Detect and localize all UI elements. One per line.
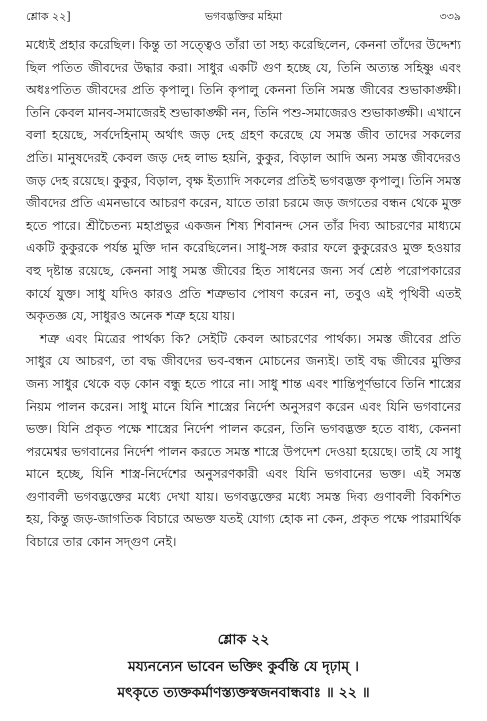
verse-heading: শ্লোক ২২	[217, 632, 270, 648]
running-title: ভগবদ্ভক্তির মহিমা	[204, 10, 283, 23]
verse-line-2: মৎকৃতে ত্যক্তকর্মাণস্ত্যক্তস্বজনবান্ধবাঃ ॥ ২২ ॥	[117, 685, 370, 701]
page-number: ৩৩৯	[439, 10, 461, 23]
paragraph-2: শত্রু এবং মিত্রের পার্থক্য কি? সেইটি কেবল আচরণের পার্থক্য। সমস্ত জীবের প্রতি সাধুর যে আচরণ, তা বদ্ধ জীবদের ভব-বন্ধন মোচনের জন্যই। তাই বদ্ধ জীবের মুক্তির জন্য সাধুর থেকে বড় কোন বন্ধু হতে পারে না। সাধু শান্ত এবং শান্তিপূর্ণভাবে তিনি শাস্ত্রের নিয়ম পালন করেন। সাধু মানে যিনি শাস্ত্রের নির্দেশ অনুসরণ করেন এবং যিনি ভগবানের ভক্ত। যিনি প্রকৃত পক্ষে শাস্ত্রের নির্দেশ পালন করেন, তিনি ভগবদ্ভক্ত হতে বাধ্য, কেননা পরমেশ্বর ভগবানের নির্দেশ পালন করতে সমস্ত শাস্ত্রে উপদেশ দেওয়া হয়েছে। তাই যে সাধু মানে হচ্ছে, যিনি শাস্ত্র-নির্দেশের অনুসরণকারী এবং যিনি ভগবানের ভক্ত। এই সমস্ত গুণাবলী ভগবদ্ভক্তের মধ্যে দেখা যায়। ভগবদ্ভক্তের মধ্যে সমস্ত দিব্য গুণাবলী বিকশিত হয়, কিন্তু জড়-জাগতিক বিচারে অভক্ত যতই যোগ্য হোক না কেন, প্রকৃত পক্ষে পারমার্থিক বিচারে তার কোন সদ্‌গুণ নেই।	[26, 330, 461, 550]
verse-reference: শ্লোক ২২]	[26, 10, 71, 23]
paragraph-1: মধ্যেই প্রহার করেছিল। কিন্তু তা সত্ত্বেও তাঁরা তা সহ্য করেছিলেন, কেননা তাঁদের উদ্দেশ্য ছিল পতিত জীবদের উদ্ধার করা। সাধুর একটি গুণ হচ্ছে যে, তিনি অত্যন্ত সহিষ্ণু এবং অধঃপতিত জীবদের প্রতি কৃপালু। তিনি কৃপালু কেননা তিনি সমস্ত জীবের শুভাকাঙ্ক্ষী। তিনি কেবল মানব-সমাজেরই শুভাকাঙ্ক্ষী নন, তিনি পশু-সমাজেরও শুভাকাঙ্ক্ষী। এখানে বলা হয়েছে, সর্বদেহিনাম্ অর্থাৎ জড় দেহ গ্রহণ করেছে যে সমস্ত জীব তাদের সকলের প্রতি। মানুষদেরই কেবল জড় দেহ লাভ হয়নি, কুকুর, বিড়াল আদি অন্য সমস্ত জীবদেরও জড় দেহ রয়েছে। কুকুর, বিড়াল, বৃক্ষ ইত্যাদি সকলের প্রতিই ভগবদ্ভক্ত কৃপালু। তিনি সমস্ত জীবদের প্রতি এমনভাবে আচরণ করেন, যাতে তারা চরমে জড় জগতের বন্ধন থেকে মুক্ত হতে পারে। শ্রীচৈতন্য মহাপ্রভুর একজন শিষ্য শিবানন্দ সেন তাঁর দিব্য আচরণের মাধ্যমে একটি কুকুরকে পর্যন্ত মুক্তি দান করেছিলেন। সাধু-সঙ্গ করার ফলে কুকুরেরও মুক্ত হওয়ার বহু দৃষ্টান্ত রয়েছে, কেননা সাধু সমস্ত জীবের হিত সাধনের জন্য সর্ব শ্রেষ্ঠ পরোপকারের কার্যে যুক্ত। সাধু যদিও কারও প্রতি শত্রুভাব পোষণ করেন না, তবুও এই পৃথিবী এতই অকৃতজ্ঞ যে, সাধুরও অনেক শত্রু হয়ে যায়।	[26, 37, 461, 324]
verse-line-1: ময্যনন্যেন ভাবেন ভক্তিং কুর্বন্তি যে দৃঢ়াম্‌ ।	[127, 659, 360, 675]
page-body	[26, 34, 461, 554]
page-header	[26, 8, 461, 26]
